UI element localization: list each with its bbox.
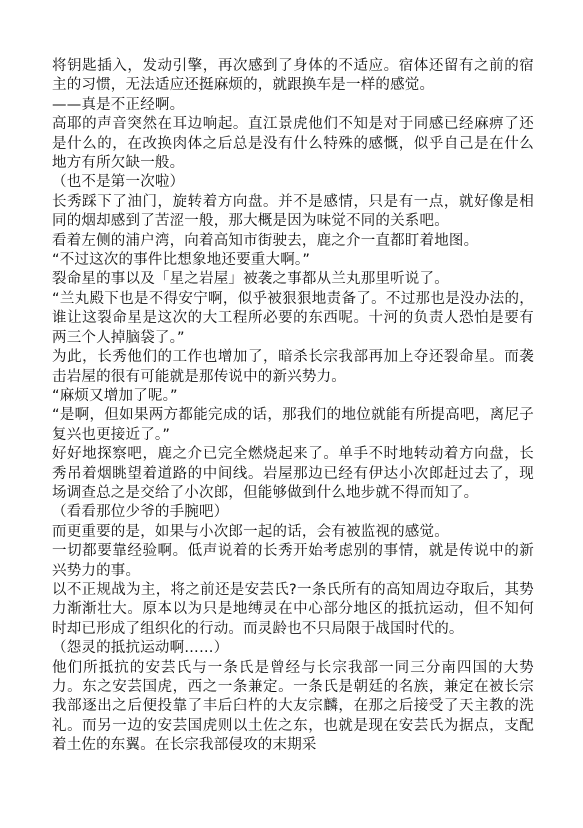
- paragraph-19: 他们所抵抗的安芸氏与一条氏是曾经与长宗我部一同三分南四国的大势力。东之安芸国虎，西之一条兼定。一条氏是朝廷的名族，兼定在被长宗我部逐出之后便投靠了丰后臼杵的大友宗麟，在那之后接受了天主教的洗礼。而另一边的安芸国虎则以土佐之东，也就是现在安芸氏为据点，支配着土佐的东翼。在长宗我部侵攻的末期采: [52, 659, 534, 754]
- paragraph-13: 好好地探察吧，鹿之介已完全燃烧起来了。单手不时地转动着方向盘，长秀吊着烟眺望着道路的中间线。岩屋那边已经有伊达小次郎赶过去了，现场调查总之是交给了小次郎，但能够做到什么地步就不得而知了。: [52, 446, 534, 501]
- paragraph-9: “兰丸殿下也是不得安宁啊，似乎被狠狠地责备了。不过那也是没办法的，谁让这裂命星是这次的大工程所必要的东西呢。十河的负责人恐怕是要有两三个人掉脑袋了。”: [52, 290, 534, 346]
- paragraph-17: 以不正规战为主，将之前还是安芸氏?一条氏所有的高知周边夺取后，其势力渐渐壮大。原本以为只是地缚灵在中心部分地区的抵抗运动，但不知何时却已形成了组织化的行动。而灵龄也不只局限于战国时代的。: [52, 581, 534, 637]
- paragraph-16: 一切都要靠经验啊。低声说着的长秀开始考虑别的事情，就是传说中的新兴势力的事。: [52, 543, 534, 579]
- paragraph-4: （也不是第一次啦）: [52, 174, 185, 191]
- paragraph-5: 长秀踩下了油门，旋转着方向盘。并不是感情，只是有一点，就好像是相同的烟却感到了苦涩一般，那大概是因为味觉不同的关系吧。: [52, 193, 534, 230]
- paragraph-10: 为此，长秀他们的工作也增加了，暗杀长宗我部再加上夺还裂命星。而袭击岩屋的很有可能就是那传说中的新兴势力。: [52, 349, 534, 385]
- paragraph-7: “不过这次的事件比想象地还要重大啊。”: [52, 252, 311, 269]
- paragraph-1: 将钥匙插入，发动引擎，再次感到了身体的不适应。宿体还留有之前的宿主的习惯，无法适应还挺麻烦的，就跟换车是一样的感觉。: [52, 58, 534, 94]
- paragraph-3: 高耶的声音突然在耳边响起。直江景虎他们不知是对于同感已经麻痹了还是什么的，在改换肉体之后总是没有什么特殊的感慨，似乎自己是在什么地方有所欠缺一般。: [52, 116, 534, 172]
- paragraph-18: （怨灵的抵抗运动啊……）: [52, 640, 229, 657]
- paragraph-15: 而更重要的是，如果与小次郎一起的话，会有被监视的感觉。: [52, 523, 449, 540]
- paragraph-2: ——真是不正经啊。: [52, 96, 185, 113]
- paragraph-14: （看看那位少爷的手腕吧）: [52, 504, 229, 521]
- paragraph-8: 裂命星的事以及「星之岩屋」被袭之事都从兰丸那里听说了。: [52, 271, 449, 288]
- paragraph-12: “是啊，但如果两方都能完成的话，那我们的地位就能有所提高吧，离尼子复兴也更接近了。”: [52, 407, 534, 443]
- paragraph-6: 看着左侧的浦户湾，向着高知市街驶去，鹿之介一直都盯着地图。: [52, 232, 479, 249]
- paragraph-11: “麻烦又增加了呢。”: [52, 387, 178, 404]
